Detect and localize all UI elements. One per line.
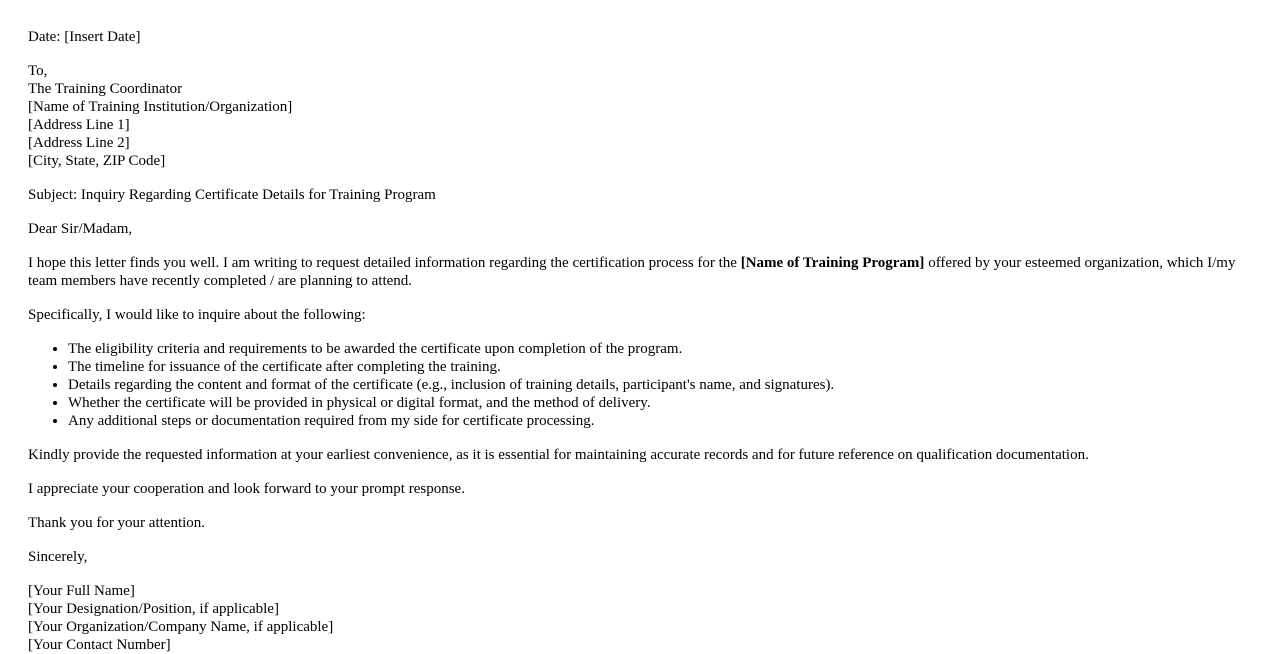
recipient-title: The Training Coordinator	[28, 81, 183, 97]
recipient-institution: [Name of Training Institution/Organization]	[28, 99, 293, 115]
subject-line: Subject: Inquiry Regarding Certificate Details for Training Program	[28, 187, 436, 203]
list-item: • The eligibility criteria and requirements to be awarded the certificate upon completion of the program.	[68, 340, 1250, 358]
signature-organization: [Your Organization/Company Name, if applicable]	[28, 619, 334, 635]
training-program-name: [Name of Training Program]	[740, 255, 925, 271]
signature-designation: [Your Designation/Position, if applicable]	[28, 601, 279, 617]
closing: Sincerely,	[28, 549, 88, 565]
signature-name: [Your Full Name]	[28, 583, 135, 599]
intro-text-after: offered by your esteemed organization, which I/my team members have recently completed / are planning to attend.	[28, 255, 1236, 289]
intro-text-before: I hope this letter finds you well. I am writing to request detailed information regarding the certification process for the	[28, 255, 741, 271]
recipient-to: To,	[28, 63, 48, 79]
date-line: Date: [Insert Date]	[28, 29, 141, 45]
list-item: • Details regarding the content and format of the certificate (e.g., inclusion of training details, participant's name, and signatures).	[68, 376, 1250, 394]
list-item: • Whether the certificate will be provided in physical or digital format, and the method of delivery.	[68, 394, 1250, 412]
recipient-city-state-zip: [City, State, ZIP Code]	[28, 153, 166, 169]
thanks-paragraph: Thank you for your attention.	[28, 515, 206, 531]
list-item: • Any additional steps or documentation required from my side for certificate processing.	[68, 412, 1250, 430]
kindly-paragraph: Kindly provide the requested information at your earliest convenience, as it is essential for maintaining accurate records and for future reference on qualification documentation.	[28, 447, 1089, 463]
signature-block	[28, 582, 1250, 654]
salutation: Dear Sir/Madam,	[28, 221, 133, 237]
recipient-address-line-2: [Address Line 2]	[28, 135, 130, 151]
recipient-address-line-1: [Address Line 1]	[28, 117, 130, 133]
signature-contact: [Your Contact Number]	[28, 637, 171, 653]
appreciate-paragraph: I appreciate your cooperation and look forward to your prompt response.	[28, 481, 465, 497]
list-item: • The timeline for issuance of the certificate after completing the training.	[68, 358, 1250, 376]
intro-paragraph	[28, 254, 1250, 290]
specifically-paragraph: Specifically, I would like to inquire about the following:	[28, 307, 366, 323]
request-list	[28, 340, 1250, 430]
recipient-block	[28, 62, 1250, 170]
